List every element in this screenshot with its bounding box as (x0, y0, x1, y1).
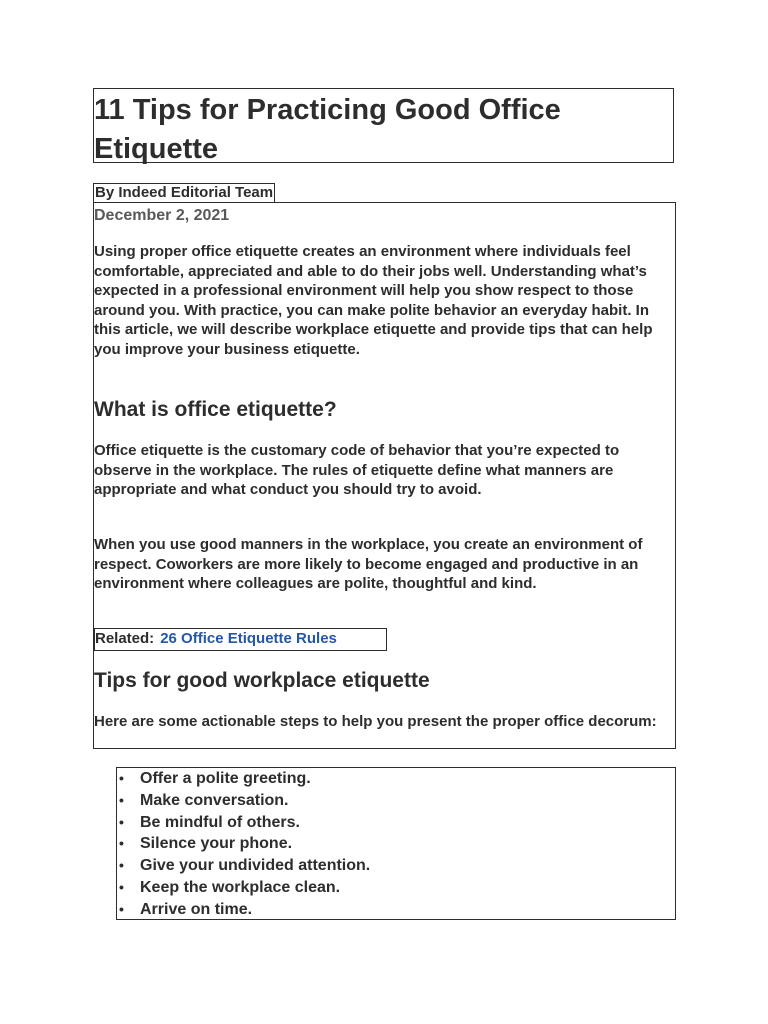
related-link-box (94, 628, 387, 651)
title-box (93, 88, 674, 163)
section-heading-tips: Tips for good workplace etiquette (94, 669, 430, 692)
tip-text: Arrive on time. (140, 900, 253, 918)
list-item (117, 790, 675, 812)
tip-text: Make conversation. (140, 791, 289, 809)
section-heading-what-is: What is office etiquette? (94, 398, 337, 421)
list-item (117, 877, 675, 899)
list-item (117, 855, 675, 877)
tip-text: Be mindful of others. (140, 813, 300, 831)
author-byline: By Indeed Editorial Team (95, 184, 274, 201)
tips-list-box (116, 767, 676, 920)
tips-intro-paragraph: Here are some actionable steps to help you present the proper office decorum: (94, 713, 657, 730)
definition-paragraph: Office etiquette is the customary code of behavior that you’re expected to observe in the workplace. The rules of etiquette define what manners are appropriate and what conduct you should try to avoid. (94, 442, 620, 498)
respect-paragraph: When you use good manners in the workplace, you create an environment of respect. Coworkers are more likely to become engaged and productive in an environment where colleagues are polite, thoughtful and kind. (94, 536, 643, 592)
tip-text: Offer a polite greeting. (140, 770, 311, 787)
tip-text: Silence your phone. (140, 835, 293, 853)
article-title: 11 Tips for Practicing Good Office Etiquette (94, 94, 561, 165)
related-label: Related: (95, 630, 155, 647)
related-article-link[interactable]: 26 Office Etiquette Rules (160, 630, 337, 647)
list-item (117, 812, 675, 834)
bullet-icon: • (119, 813, 124, 830)
tips-list (117, 768, 675, 921)
bullet-icon: • (119, 878, 124, 895)
bullet-icon: • (119, 900, 124, 917)
bullet-icon: • (119, 791, 124, 808)
bullet-icon: • (119, 835, 124, 852)
publish-date: December 2, 2021 (94, 207, 230, 224)
intro-paragraph: Using proper office etiquette creates an environment where individuals feel comfortable, appreciated and able to do their jobs well. Understanding what’s expected in a professional environment will help you show respect to those around you. With practice, you can make polite behavior an everyday habit. In this article, we will describe workplace etiquette and provide tips that can help you improve your business etiquette. (94, 243, 653, 358)
list-item (117, 768, 675, 790)
list-item (117, 899, 675, 921)
tip-text: Keep the workplace clean. (140, 878, 341, 896)
bullet-icon: • (119, 770, 124, 786)
bullet-icon: • (119, 857, 124, 874)
list-item (117, 833, 675, 855)
article-body (93, 202, 676, 749)
tip-text: Give your undivided attention. (140, 857, 371, 875)
